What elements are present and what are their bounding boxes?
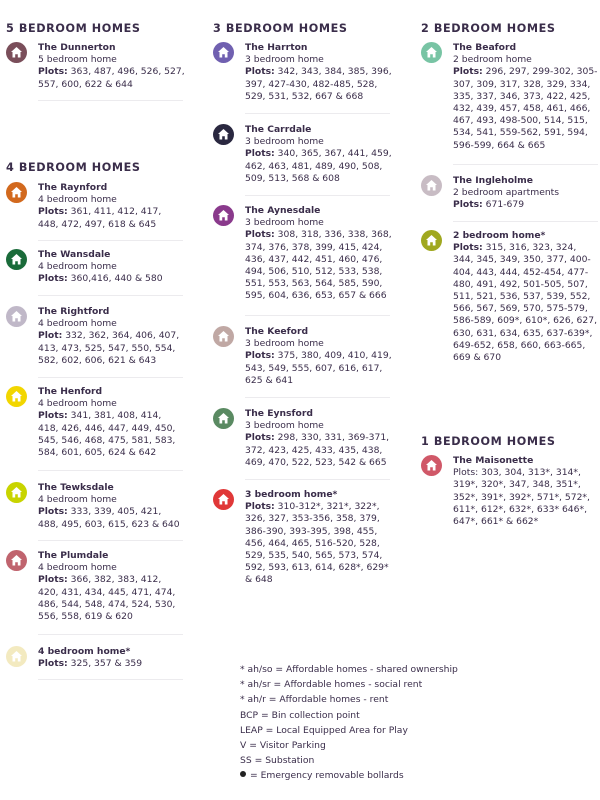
house-name: 3 bedroom home*: [245, 489, 338, 500]
house-icon: [6, 482, 27, 503]
house-icon: [421, 175, 442, 196]
house-icon: [6, 306, 27, 327]
section-title-1-bedroom: 1 BEDROOM HOMES: [421, 435, 556, 448]
house-name: The Beaford: [453, 42, 517, 53]
house-plots: Plots: 298, 330, 331, 369-371, 372, 423, 425, 433, 435, 438, 469, 470, 522, 523, 542 & 665: [245, 432, 390, 468]
house-type: 4 bedroom home: [38, 318, 117, 330]
legend-item: BCP = Bin collection point: [240, 709, 360, 721]
section-title-2-bedroom: 2 BEDROOM HOMES: [421, 22, 556, 35]
house-icon: [213, 326, 234, 347]
house-type: 3 bedroom home: [245, 338, 324, 350]
house-plots: Plots: 325, 357 & 359: [38, 658, 143, 670]
legend-item: SS = Substation: [240, 755, 315, 767]
house-type: 2 bedroom apartments: [453, 187, 560, 199]
house-plots: Plots: 342, 343, 384, 385, 396, 397, 427-430, 482-485, 528, 529, 531, 532, 667 & 668: [245, 66, 392, 102]
section-title-5-bedroom: 5 BEDROOM HOMES: [6, 22, 141, 35]
house-name: 4 bedroom home*: [38, 646, 131, 657]
house-name: The Maisonette: [453, 455, 534, 466]
house-name: The Plumdale: [38, 550, 109, 561]
house-plots: Plots: 671-679: [453, 199, 525, 211]
house-plots: Plots: 366, 382, 383, 412, 420, 431, 434, 445, 471, 474, 486, 544, 548, 474, 524, 530, 556, 558, 619 & 620: [38, 574, 176, 623]
house-plots: Plots: 363, 487, 496, 526, 527, 557, 600, 622 & 644: [38, 66, 185, 90]
house-name: The Carrdale: [245, 124, 312, 135]
house-type: 3 bedroom home: [245, 136, 324, 148]
house-name: The Wansdale: [38, 249, 111, 260]
house-type: 4 bedroom home: [38, 194, 117, 206]
house-plots: Plots: 308, 318, 336, 338, 368, 374, 376, 378, 399, 415, 424, 436, 437, 442, 451, 460, 476, 494, 506, 510, 512, 533, 538, 551, 553, 563, 564, 585, 590, 595, 604, 636, 653, 657 & 666: [245, 229, 392, 302]
house-plots: Plots: 315, 316, 323, 324, 344, 345, 349, 350, 377, 400-404, 443, 444, 452-454, 477-480, 491, 492, 501-505, 507, 511, 521, 536, 537, 539, 552, 566, 567, 569, 570, 575-579, 586-589, 609*, 610*, 626, 627, 630, 631, 634, 635, 637-639*, 649-652, 658, 660, 663-665, 669 & 670: [453, 242, 598, 364]
house-icon: [213, 205, 234, 226]
house-plots: Plots: 333, 339, 405, 421, 488, 495, 603, 615, 623 & 640: [38, 506, 180, 530]
house-name: The Henford: [38, 386, 103, 397]
house-type: 4 bedroom home: [38, 398, 117, 410]
house-type: 3 bedroom home: [245, 217, 324, 229]
house-type: 4 bedroom home: [38, 562, 117, 574]
house-name: The Keeford: [245, 326, 309, 337]
house-type: 2 bedroom home: [453, 54, 532, 66]
legend-item: * ah/sr = Affordable homes - social rent: [240, 679, 423, 691]
house-plots: Plots: 360,416, 440 & 580: [38, 273, 163, 285]
house-name: The Eynsford: [245, 408, 313, 419]
house-name: The Rightford: [38, 306, 110, 317]
house-icon: [213, 489, 234, 510]
house-name: The Aynesdale: [245, 205, 321, 216]
house-name: The Harrton: [245, 42, 308, 53]
section-title-4-bedroom: 4 BEDROOM HOMES: [6, 161, 141, 174]
legend-item: * ah/r = Affordable homes - rent: [240, 694, 389, 706]
section-title-3-bedroom: 3 BEDROOM HOMES: [213, 22, 348, 35]
house-icon: [6, 182, 27, 203]
house-name: 2 bedroom home*: [453, 230, 546, 241]
house-icon: [6, 550, 27, 571]
house-icon: [421, 455, 442, 476]
house-icon: [213, 408, 234, 429]
house-icon: [421, 42, 442, 63]
house-type: 3 bedroom home: [245, 420, 324, 432]
legend-item: * ah/so = Affordable homes - shared ownership: [240, 664, 458, 675]
house-name: The Ingleholme: [453, 175, 533, 186]
house-icon: [6, 646, 27, 667]
house-icon: [6, 249, 27, 270]
house-plots: Plots: 303, 304, 313*, 314*, 319*, 320*, 347, 348, 351*, 352*, 391*, 392*, 571*, 572*, 611*, 612*, 632*, 633* 646*, 647*, 661* & 662*: [453, 467, 590, 528]
house-name: The Tewksdale: [38, 482, 114, 493]
house-plots: Plots: 340, 365, 367, 441, 459, 462, 463, 481, 489, 490, 508, 509, 513, 568 & 608: [245, 148, 392, 184]
house-plots: Plot: 332, 362, 364, 406, 407, 413, 473, 525, 547, 550, 554, 582, 602, 606, 621 & 643: [38, 330, 180, 366]
house-icon: [421, 230, 442, 251]
house-plots: Plots: 296, 297, 299-302, 305-307, 309, 317, 328, 329, 334, 335, 337, 346, 373, 422, 425, 432, 439, 457, 458, 461, 466, 467, 493, 498-500, 514, 515, 534, 541, 559-562, 591, 594, 596-599, 664 & 665: [453, 66, 598, 151]
legend-item: V = Visitor Parking: [240, 740, 326, 752]
legend-item-bollards: = Emergency removable bollards: [240, 768, 458, 783]
house-plots: Plots: 375, 380, 409, 410, 419, 543, 549, 555, 607, 616, 617, 625 & 641: [245, 350, 392, 386]
house-icon: [6, 42, 27, 63]
house-icon: [213, 42, 234, 63]
house-type: 5 bedroom home: [38, 54, 117, 66]
house-icon: [213, 124, 234, 145]
legend-item: LEAP = Local Equipped Area for Play: [240, 724, 408, 736]
black-dot-icon: [240, 771, 246, 777]
legend: [240, 662, 458, 784]
house-type: 3 bedroom home: [245, 54, 324, 66]
house-plots: Plots: 310-312*, 321*, 322*, 326, 327, 353-356, 358, 379, 386-390, 393-395, 398, 455, 456, 464, 465, 516-520, 528, 529, 535, 540, 565, 573, 574, 592, 593, 613, 614, 628*, 629* & 648: [245, 501, 389, 586]
house-type: 4 bedroom home: [38, 261, 117, 273]
house-plots: Plots: 341, 381, 408, 414, 418, 426, 446, 447, 449, 450, 545, 546, 468, 475, 581, 583, 584, 601, 605, 624 & 642: [38, 410, 176, 459]
house-type: 4 bedroom home: [38, 494, 117, 506]
house-icon: [6, 386, 27, 407]
house-name: The Dunnerton: [38, 42, 116, 53]
house-name: The Raynford: [38, 182, 108, 193]
house-plots: Plots: 361, 411, 412, 417, 448, 472, 497, 618 & 645: [38, 206, 162, 230]
